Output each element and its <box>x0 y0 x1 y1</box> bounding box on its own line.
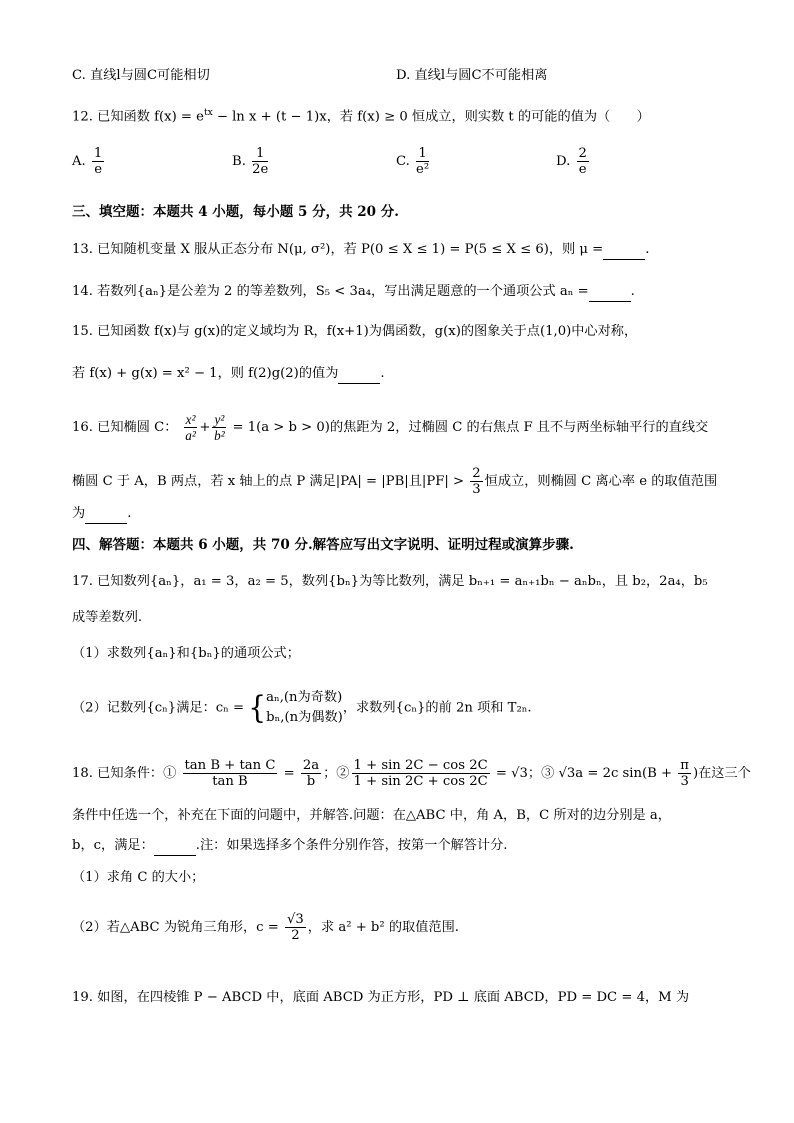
fraction-den: 3 <box>472 482 481 497</box>
fraction-den: 1 + sin 2C + cos 2C <box>353 774 488 789</box>
condition-1-rhs <box>301 758 321 789</box>
fraction-den: a² <box>185 428 196 443</box>
answer-blank <box>154 841 196 856</box>
q16b-text-pre: 椭圆 C 于 A，B 两点，若 x 轴上的点 P 满足|PA| = |PB|且|PF| > <box>72 474 465 489</box>
fraction-num: 1 <box>252 146 268 162</box>
ellipse-y-fraction <box>212 412 226 443</box>
q16c-text: 为 <box>72 506 86 521</box>
q12-option-fraction <box>252 146 268 177</box>
q12-option-fraction <box>416 146 429 177</box>
question-19-line1: 19. 如图，在四棱锥 P − ABCD 中，底面 ABCD 为正方形，PD ⊥ 底面 ABCD，PD = DC = 4，M 为 <box>72 990 690 1005</box>
question-16-line1: 16. 已知椭圆 C： $\frac{\text{x²}}{\text{a²}}$ + $\frac{\text{y²}}{\text{b²}}$ = 1(a > b > 0)的焦距为 2，过椭圆 C 的右焦点 F 且不与两坐标轴平行的直线交 <box>72 412 709 443</box>
q16-text-pre: 16. 已知椭圆 C： <box>72 420 178 435</box>
q12-option-label: C. <box>396 154 410 169</box>
equals-sign: = <box>279 766 299 781</box>
condition-2-lhs <box>352 758 490 789</box>
q15-text: 若 f(x) + g(x) = x² − 1，则 f(2)g(2)的值为 <box>72 366 339 381</box>
q18c-text-post: .注：如果选择多个条件分别作答，按第一个解答计分. <box>195 838 508 853</box>
answer-blank <box>338 369 380 384</box>
answer-blank <box>85 509 127 524</box>
fraction-den: 3 <box>680 774 689 789</box>
question-12 <box>72 103 650 127</box>
separator: ；② <box>323 766 350 781</box>
q14-text: 14. 若数列{aₙ}是公差为 2 的等差数列，S₅ < 3a₄，写出满足题意的一个通项公式 aₙ = <box>72 284 589 299</box>
q18-text-post: )在这三个 <box>692 766 751 781</box>
fraction-den: b <box>306 774 316 789</box>
piecewise-cases <box>266 688 343 728</box>
q17d-text-post: ，求数列{cₙ}的前 2n 项和 T₂ₙ. <box>342 700 532 716</box>
q12-option-fraction <box>92 146 104 177</box>
q16-text-post: = 1(a > b > 0)的焦距为 2，过椭圆 C 的右焦点 F 且不与两坐标轴平行的直线交 <box>228 420 709 435</box>
question-16-line2 <box>72 466 717 497</box>
question-18-part2 <box>72 912 459 943</box>
question-17-part2 <box>72 688 532 728</box>
q12-option-label: B. <box>232 154 246 169</box>
option-d-line <box>396 66 547 86</box>
fraction-num: tan B + tan C <box>184 758 276 773</box>
q12-option-label: D. <box>556 154 571 169</box>
left-brace: { <box>248 689 267 726</box>
fraction-num: 1 <box>93 146 103 161</box>
fraction-num: y² <box>214 412 225 427</box>
fraction-den: b² <box>214 428 225 443</box>
case-even: bₙ,(n为偶数) <box>266 710 343 725</box>
q18e-text-pre: （2）若△ABC 为锐角三角形，c = <box>72 920 279 935</box>
fraction-num: 1 <box>416 146 429 162</box>
question-16-line3: 为 . <box>72 504 131 524</box>
section-4-heading: 四、解答题：本题共 6 小题，共 70 分.解答应写出文字说明、证明过程或演算步骤. <box>72 537 574 553</box>
answer-blank <box>603 245 645 260</box>
q12-option-fraction <box>577 146 589 177</box>
answer-blank <box>589 287 631 302</box>
q18c-text-pre: b，c，满足： <box>72 838 154 853</box>
fraction-num: 2 <box>578 146 587 161</box>
q12-option-c <box>396 146 431 177</box>
fraction-num: 1 + sin 2C − cos 2C <box>353 758 488 773</box>
fraction-den: tan B <box>212 774 248 789</box>
condition-2-3-text: = √3；③ √3a = 2c sin(B + <box>491 766 677 781</box>
q18e-text-post: ，求 a² + b² 的取值范围. <box>307 920 459 935</box>
fraction-num: π <box>680 758 689 773</box>
section-3-heading: 三、填空题：本题共 4 小题，每小题 5 分，共 20 分. <box>72 204 399 220</box>
q16b-text-post: 恒成立，则椭圆 C 离心率 e 的取值范围 <box>484 474 718 489</box>
q13-text: 13. 已知随机变量 X 服从正态分布 N(μ, σ²)，若 P(0 ≤ X ≤ 1) = P(5 ≤ X ≤ 6)，则 μ = <box>72 242 604 257</box>
q12-option-label: A. <box>72 154 86 169</box>
question-14: 14. 若数列{aₙ}是公差为 2 的等差数列，S₅ < 3a₄，写出满足题意的一个通项公式 aₙ = . <box>72 282 635 302</box>
fraction-den: 2e <box>252 162 269 177</box>
q12-option-d <box>556 146 591 177</box>
question-18-line2: 条件中任选一个，补充在下面的问题中，并解答.问题：在△ABC 中，角 A，B，C 所对的边分别是 a， <box>72 808 671 823</box>
option-c: C. 直线l与圆C可能相切 <box>72 68 210 83</box>
question-17-line2: 成等差数列. <box>72 610 143 625</box>
fraction-num: 2 <box>472 466 481 481</box>
q12-option-b <box>232 146 270 177</box>
q12-text-pre: 12. 已知函数 f(x) = e <box>72 109 204 125</box>
c-value-fraction <box>285 912 306 943</box>
question-15-line1: 15. 已知函数 f(x)与 g(x)的定义域均为 R，f(x+1)为偶函数，g(x)的图象关于点(1,0)中心对称， <box>72 324 638 339</box>
case-odd: aₙ,(n为奇数) <box>266 690 343 705</box>
question-18-line1 <box>72 758 751 789</box>
fraction-num: 2a <box>302 758 320 773</box>
question-18-line3 <box>72 836 507 856</box>
question-13: 13. 已知随机变量 X 服从正态分布 N(μ, σ²)，若 P(0 ≤ X ≤ 1) = P(5 ≤ X ≤ 6)，则 μ = . <box>72 240 649 260</box>
pi-over-three <box>678 758 691 789</box>
question-17-line1: 17. 已知数列{aₙ}，a₁ = 3，a₂ = 5，数列{bₙ}为等比数列，满足 bₙ₊₁ = aₙ₊₁bₙ − aₙbₙ，且 b₂，2a₄，b₅ <box>72 574 708 589</box>
q18-text-pre: 18. 已知条件：① <box>72 766 177 781</box>
two-thirds-fraction <box>470 466 482 497</box>
condition-1-lhs <box>183 758 278 789</box>
q12-exponent: tx <box>203 108 213 118</box>
fraction-den: 2 <box>291 928 300 943</box>
q17d-text-pre: （2）记数列{cₙ}满足：cₙ = <box>72 700 245 716</box>
question-15-line2: 若 f(x) + g(x) = x² − 1，则 f(2)g(2)的值为 . <box>72 364 385 384</box>
fraction-num: √3 <box>286 912 304 927</box>
option-c-line <box>72 66 210 86</box>
fraction-den: e <box>94 162 103 177</box>
fraction-den: e² <box>416 162 430 177</box>
question-17-part1: （1）求数列{aₙ}和{bₙ}的通项公式； <box>72 646 300 661</box>
fraction-den: e <box>578 162 587 177</box>
fraction-num: x² <box>185 412 196 427</box>
option-d: D. 直线l与圆C不可能相离 <box>396 68 548 83</box>
q12-option-a <box>72 146 106 177</box>
q12-text-mid: − ln x + (t − 1)x，若 f(x) ≥ 0 恒成立，则实数 t 的可能的值为（ ） <box>212 109 650 125</box>
question-18-part1: （1）求角 C 的大小； <box>72 870 205 885</box>
ellipse-x-fraction <box>184 412 198 443</box>
